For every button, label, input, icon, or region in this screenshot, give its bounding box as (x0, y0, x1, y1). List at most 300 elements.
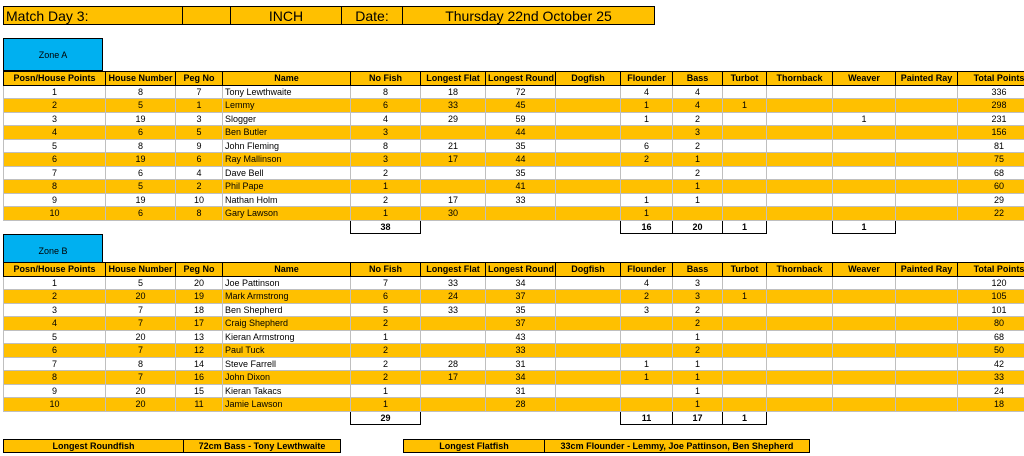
cell-painted-ray (896, 126, 958, 140)
cell-dogfish (556, 139, 621, 153)
cell-peg-no: 9 (176, 139, 223, 153)
cell-name: Tony Lewthwaite (223, 85, 351, 99)
cell-peg-no: 8 (176, 207, 223, 221)
zone-a-title: Zone A (38, 49, 68, 60)
cell-dogfish (556, 371, 621, 385)
cell-bass: 3 (673, 126, 723, 140)
cell-posn: 8 (4, 180, 106, 194)
cell-weaver (833, 139, 896, 153)
cell-turbot: 1 (723, 99, 767, 113)
cell-longest-flat: 17 (421, 193, 486, 207)
total-empty-cell (421, 220, 486, 234)
cell-thornback (767, 384, 833, 398)
cell-flounder (621, 180, 673, 194)
total-empty-cell (223, 220, 351, 234)
cell-weaver (833, 207, 896, 221)
cell-name: Phil Pape (223, 180, 351, 194)
cell-longest-round: 35 (486, 166, 556, 180)
zone-a-table (3, 71, 1024, 234)
cell-dogfish (556, 344, 621, 358)
cell-peg-no: 12 (176, 344, 223, 358)
cell-bass: 3 (673, 276, 723, 290)
cell-name: Craig Shepherd (223, 317, 351, 331)
table-row (4, 99, 1024, 113)
cell-longest-round: 35 (486, 139, 556, 153)
cell-house-number: 5 (106, 99, 176, 113)
cell-total-points: 22 (958, 207, 1024, 221)
cell-name: Ray Mallinson (223, 153, 351, 167)
cell-bass (673, 207, 723, 221)
cell-thornback (767, 276, 833, 290)
col-header-house-number: House Number (106, 263, 176, 277)
total-empty-cell (958, 220, 1024, 234)
header-row (4, 72, 1024, 86)
cell-house-number: 19 (106, 193, 176, 207)
cell-bass: 1 (673, 357, 723, 371)
cell-flounder: 3 (621, 303, 673, 317)
cell-peg-no: 4 (176, 166, 223, 180)
cell-longest-flat: 30 (421, 207, 486, 221)
cell-no-fish: 2 (351, 357, 421, 371)
cell-house-number: 6 (106, 207, 176, 221)
cell-house-number: 7 (106, 317, 176, 331)
total-empty-cell (833, 411, 896, 425)
col-header-turbot: Turbot (723, 263, 767, 277)
cell-peg-no: 10 (176, 193, 223, 207)
table-row (4, 112, 1024, 126)
table-row (4, 153, 1024, 167)
cell-dogfish (556, 126, 621, 140)
cell-dogfish (556, 85, 621, 99)
cell-longest-round: 37 (486, 290, 556, 304)
cell-thornback (767, 398, 833, 412)
cell-thornback (767, 112, 833, 126)
cell-weaver (833, 126, 896, 140)
cell-no-fish: 1 (351, 398, 421, 412)
cell-bass: 2 (673, 303, 723, 317)
total-bass: 17 (673, 411, 723, 425)
cell-house-number: 20 (106, 398, 176, 412)
cell-painted-ray (896, 180, 958, 194)
cell-turbot (723, 180, 767, 194)
cell-weaver (833, 276, 896, 290)
longest-roundfish-box (3, 439, 341, 453)
cell-longest-round: 33 (486, 344, 556, 358)
cell-total-points: 80 (958, 317, 1024, 331)
cell-flounder: 6 (621, 139, 673, 153)
header-blank-cell (183, 6, 231, 25)
cell-name: Dave Bell (223, 166, 351, 180)
cell-no-fish: 6 (351, 290, 421, 304)
cell-no-fish: 1 (351, 330, 421, 344)
cell-thornback (767, 180, 833, 194)
cell-longest-round: 31 (486, 384, 556, 398)
cell-turbot (723, 344, 767, 358)
cell-total-points: 120 (958, 276, 1024, 290)
cell-longest-round: 35 (486, 303, 556, 317)
cell-bass: 2 (673, 139, 723, 153)
cell-weaver (833, 357, 896, 371)
cell-peg-no: 7 (176, 85, 223, 99)
cell-posn: 9 (4, 384, 106, 398)
cell-name: Jamie Lawson (223, 398, 351, 412)
cell-posn: 4 (4, 317, 106, 331)
cell-name: John Fleming (223, 139, 351, 153)
cell-longest-flat (421, 166, 486, 180)
totals-row (4, 220, 1024, 234)
cell-flounder: 2 (621, 153, 673, 167)
cell-dogfish (556, 276, 621, 290)
cell-bass: 2 (673, 112, 723, 126)
cell-longest-round: 34 (486, 371, 556, 385)
cell-house-number: 7 (106, 303, 176, 317)
total-empty-cell (4, 411, 106, 425)
cell-total-points: 42 (958, 357, 1024, 371)
cell-dogfish (556, 99, 621, 113)
total-empty-cell (176, 220, 223, 234)
cell-painted-ray (896, 290, 958, 304)
cell-posn: 1 (4, 85, 106, 99)
cell-peg-no: 17 (176, 317, 223, 331)
table-row (4, 290, 1024, 304)
cell-total-points: 60 (958, 180, 1024, 194)
table-row (4, 344, 1024, 358)
cell-weaver (833, 344, 896, 358)
cell-peg-no: 6 (176, 153, 223, 167)
cell-name: Nathan Holm (223, 193, 351, 207)
cell-bass: 2 (673, 166, 723, 180)
cell-no-fish: 1 (351, 180, 421, 194)
total-empty-cell (106, 411, 176, 425)
cell-name: Kieran Takacs (223, 384, 351, 398)
cell-no-fish: 5 (351, 303, 421, 317)
cell-flounder (621, 126, 673, 140)
cell-no-fish: 2 (351, 166, 421, 180)
cell-name: Lemmy (223, 99, 351, 113)
table-row (4, 180, 1024, 194)
cell-painted-ray (896, 384, 958, 398)
cell-dogfish (556, 180, 621, 194)
cell-weaver (833, 303, 896, 317)
cell-total-points: 336 (958, 85, 1024, 99)
table-row (4, 303, 1024, 317)
cell-thornback (767, 153, 833, 167)
cell-thornback (767, 166, 833, 180)
cell-total-points: 68 (958, 330, 1024, 344)
match-header (3, 6, 655, 25)
cell-turbot (723, 85, 767, 99)
cell-total-points: 75 (958, 153, 1024, 167)
cell-posn: 3 (4, 303, 106, 317)
cell-posn: 3 (4, 112, 106, 126)
cell-total-points: 50 (958, 344, 1024, 358)
cell-weaver (833, 330, 896, 344)
cell-longest-flat: 33 (421, 276, 486, 290)
cell-longest-round: 43 (486, 330, 556, 344)
cell-turbot (723, 317, 767, 331)
col-header-thornback: Thornback (767, 72, 833, 86)
cell-longest-flat: 18 (421, 85, 486, 99)
cell-turbot (723, 330, 767, 344)
col-header-peg-no: Peg No (176, 263, 223, 277)
total-empty-cell (767, 411, 833, 425)
cell-posn: 10 (4, 398, 106, 412)
total-empty-cell (556, 220, 621, 234)
cell-dogfish (556, 317, 621, 331)
col-header-posn: Posn/House Points (4, 72, 106, 86)
cell-longest-round: 45 (486, 99, 556, 113)
match-day-label: Match Day 3: (3, 6, 183, 25)
cell-painted-ray (896, 153, 958, 167)
cell-thornback (767, 207, 833, 221)
cell-longest-flat (421, 398, 486, 412)
table-row (4, 398, 1024, 412)
cell-flounder: 1 (621, 99, 673, 113)
cell-bass: 1 (673, 180, 723, 194)
cell-posn: 6 (4, 153, 106, 167)
cell-peg-no: 13 (176, 330, 223, 344)
cell-peg-no: 15 (176, 384, 223, 398)
cell-posn: 2 (4, 290, 106, 304)
longest-flatfish-value: 33cm Flounder - Lemmy, Joe Pattinson, Ben Shepherd (545, 439, 810, 453)
cell-peg-no: 18 (176, 303, 223, 317)
col-header-longest-flat: Longest Flat (421, 263, 486, 277)
cell-no-fish: 4 (351, 112, 421, 126)
col-header-total-points: Total Points (958, 72, 1024, 86)
cell-no-fish: 8 (351, 139, 421, 153)
cell-posn: 9 (4, 193, 106, 207)
cell-painted-ray (896, 330, 958, 344)
cell-posn: 7 (4, 357, 106, 371)
col-header-house-number: House Number (106, 72, 176, 86)
cell-name: Paul Tuck (223, 344, 351, 358)
cell-turbot (723, 153, 767, 167)
cell-turbot (723, 139, 767, 153)
cell-weaver (833, 166, 896, 180)
cell-peg-no: 11 (176, 398, 223, 412)
cell-house-number: 20 (106, 384, 176, 398)
total-turbot: 1 (723, 411, 767, 425)
cell-flounder: 1 (621, 357, 673, 371)
cell-house-number: 19 (106, 112, 176, 126)
cell-total-points: 231 (958, 112, 1024, 126)
cell-weaver (833, 85, 896, 99)
cell-bass: 1 (673, 193, 723, 207)
cell-flounder: 1 (621, 112, 673, 126)
col-header-posn: Posn/House Points (4, 263, 106, 277)
cell-weaver (833, 398, 896, 412)
cell-painted-ray (896, 303, 958, 317)
total-empty-cell (223, 411, 351, 425)
cell-bass: 1 (673, 384, 723, 398)
cell-turbot (723, 357, 767, 371)
table-row (4, 357, 1024, 371)
cell-posn: 1 (4, 276, 106, 290)
cell-posn: 10 (4, 207, 106, 221)
cell-posn: 5 (4, 139, 106, 153)
total-flounder: 16 (621, 220, 673, 234)
total-empty-cell (486, 220, 556, 234)
col-header-painted-ray: Painted Ray (896, 72, 958, 86)
total-weaver: 1 (833, 220, 896, 234)
cell-weaver (833, 290, 896, 304)
cell-no-fish: 1 (351, 207, 421, 221)
cell-painted-ray (896, 344, 958, 358)
col-header-name: Name (223, 72, 351, 86)
col-header-total-points: Total Points (958, 263, 1024, 277)
col-header-turbot: Turbot (723, 72, 767, 86)
cell-flounder: 4 (621, 276, 673, 290)
cell-peg-no: 2 (176, 180, 223, 194)
cell-thornback (767, 357, 833, 371)
cell-bass: 1 (673, 330, 723, 344)
table-row (4, 371, 1024, 385)
cell-longest-flat: 17 (421, 371, 486, 385)
cell-thornback (767, 126, 833, 140)
col-header-dogfish: Dogfish (556, 72, 621, 86)
longest-flatfish-box (403, 439, 810, 453)
cell-house-number: 8 (106, 357, 176, 371)
cell-name: Gary Lawson (223, 207, 351, 221)
cell-longest-round: 59 (486, 112, 556, 126)
total-empty-cell (486, 411, 556, 425)
longest-roundfish-label: Longest Roundfish (3, 439, 184, 453)
cell-house-number: 8 (106, 85, 176, 99)
cell-painted-ray (896, 371, 958, 385)
cell-total-points: 68 (958, 166, 1024, 180)
cell-longest-round: 31 (486, 357, 556, 371)
total-empty-cell (958, 411, 1024, 425)
cell-dogfish (556, 384, 621, 398)
cell-turbot (723, 126, 767, 140)
cell-posn: 6 (4, 344, 106, 358)
cell-house-number: 8 (106, 139, 176, 153)
cell-total-points: 33 (958, 371, 1024, 385)
cell-longest-round: 41 (486, 180, 556, 194)
cell-peg-no: 5 (176, 126, 223, 140)
cell-peg-no: 1 (176, 99, 223, 113)
table-row (4, 85, 1024, 99)
cell-longest-flat: 33 (421, 303, 486, 317)
cell-turbot (723, 371, 767, 385)
cell-turbot (723, 276, 767, 290)
col-header-bass: Bass (673, 263, 723, 277)
total-empty-cell (896, 220, 958, 234)
cell-no-fish: 2 (351, 317, 421, 331)
cell-painted-ray (896, 276, 958, 290)
cell-flounder: 4 (621, 85, 673, 99)
table-row (4, 193, 1024, 207)
cell-name: Steve Farrell (223, 357, 351, 371)
cell-flounder (621, 344, 673, 358)
total-no-fish: 29 (351, 411, 421, 425)
cell-no-fish: 3 (351, 153, 421, 167)
cell-dogfish (556, 207, 621, 221)
header-row (4, 263, 1024, 277)
cell-dogfish (556, 357, 621, 371)
col-header-dogfish: Dogfish (556, 263, 621, 277)
cell-house-number: 20 (106, 290, 176, 304)
cell-bass: 3 (673, 290, 723, 304)
col-header-longest-flat: Longest Flat (421, 72, 486, 86)
cell-peg-no: 16 (176, 371, 223, 385)
cell-thornback (767, 371, 833, 385)
cell-turbot (723, 193, 767, 207)
cell-turbot (723, 166, 767, 180)
cell-total-points: 18 (958, 398, 1024, 412)
cell-longest-round: 72 (486, 85, 556, 99)
col-header-peg-no: Peg No (176, 72, 223, 86)
cell-peg-no: 19 (176, 290, 223, 304)
cell-painted-ray (896, 398, 958, 412)
total-flounder: 11 (621, 411, 673, 425)
longest-roundfish-value: 72cm Bass - Tony Lewthwaite (184, 439, 341, 453)
col-header-longest-round: Longest Round (486, 263, 556, 277)
cell-longest-flat: 24 (421, 290, 486, 304)
cell-no-fish: 7 (351, 276, 421, 290)
cell-dogfish (556, 398, 621, 412)
cell-painted-ray (896, 85, 958, 99)
total-no-fish: 38 (351, 220, 421, 234)
cell-longest-flat (421, 126, 486, 140)
cell-longest-round: 44 (486, 153, 556, 167)
venue-name: INCH (231, 6, 342, 25)
cell-peg-no: 14 (176, 357, 223, 371)
cell-bass: 2 (673, 317, 723, 331)
cell-posn: 2 (4, 99, 106, 113)
cell-longest-flat: 29 (421, 112, 486, 126)
col-header-weaver: Weaver (833, 263, 896, 277)
table-row (4, 276, 1024, 290)
total-bass: 20 (673, 220, 723, 234)
cell-flounder (621, 317, 673, 331)
cell-name: Slogger (223, 112, 351, 126)
col-header-flounder: Flounder (621, 72, 673, 86)
cell-bass: 2 (673, 344, 723, 358)
cell-name: John Dixon (223, 371, 351, 385)
total-empty-cell (556, 411, 621, 425)
cell-turbot: 1 (723, 290, 767, 304)
table-row (4, 207, 1024, 221)
cell-house-number: 7 (106, 371, 176, 385)
cell-house-number: 5 (106, 180, 176, 194)
cell-longest-round: 34 (486, 276, 556, 290)
cell-total-points: 24 (958, 384, 1024, 398)
cell-longest-flat: 21 (421, 139, 486, 153)
cell-total-points: 101 (958, 303, 1024, 317)
zone-b-title: Zone B (38, 245, 68, 256)
cell-dogfish (556, 193, 621, 207)
cell-longest-flat (421, 180, 486, 194)
cell-total-points: 156 (958, 126, 1024, 140)
cell-thornback (767, 317, 833, 331)
cell-longest-flat (421, 330, 486, 344)
match-date: Thursday 22nd October 25 (403, 6, 655, 25)
cell-name: Joe Pattinson (223, 276, 351, 290)
total-empty-cell (176, 411, 223, 425)
cell-thornback (767, 303, 833, 317)
cell-dogfish (556, 303, 621, 317)
cell-house-number: 6 (106, 166, 176, 180)
cell-thornback (767, 193, 833, 207)
cell-thornback (767, 290, 833, 304)
cell-flounder: 1 (621, 207, 673, 221)
zone-a-tab (3, 38, 103, 71)
cell-house-number: 7 (106, 344, 176, 358)
col-header-no-fish: No Fish (351, 72, 421, 86)
cell-painted-ray (896, 193, 958, 207)
cell-total-points: 81 (958, 139, 1024, 153)
